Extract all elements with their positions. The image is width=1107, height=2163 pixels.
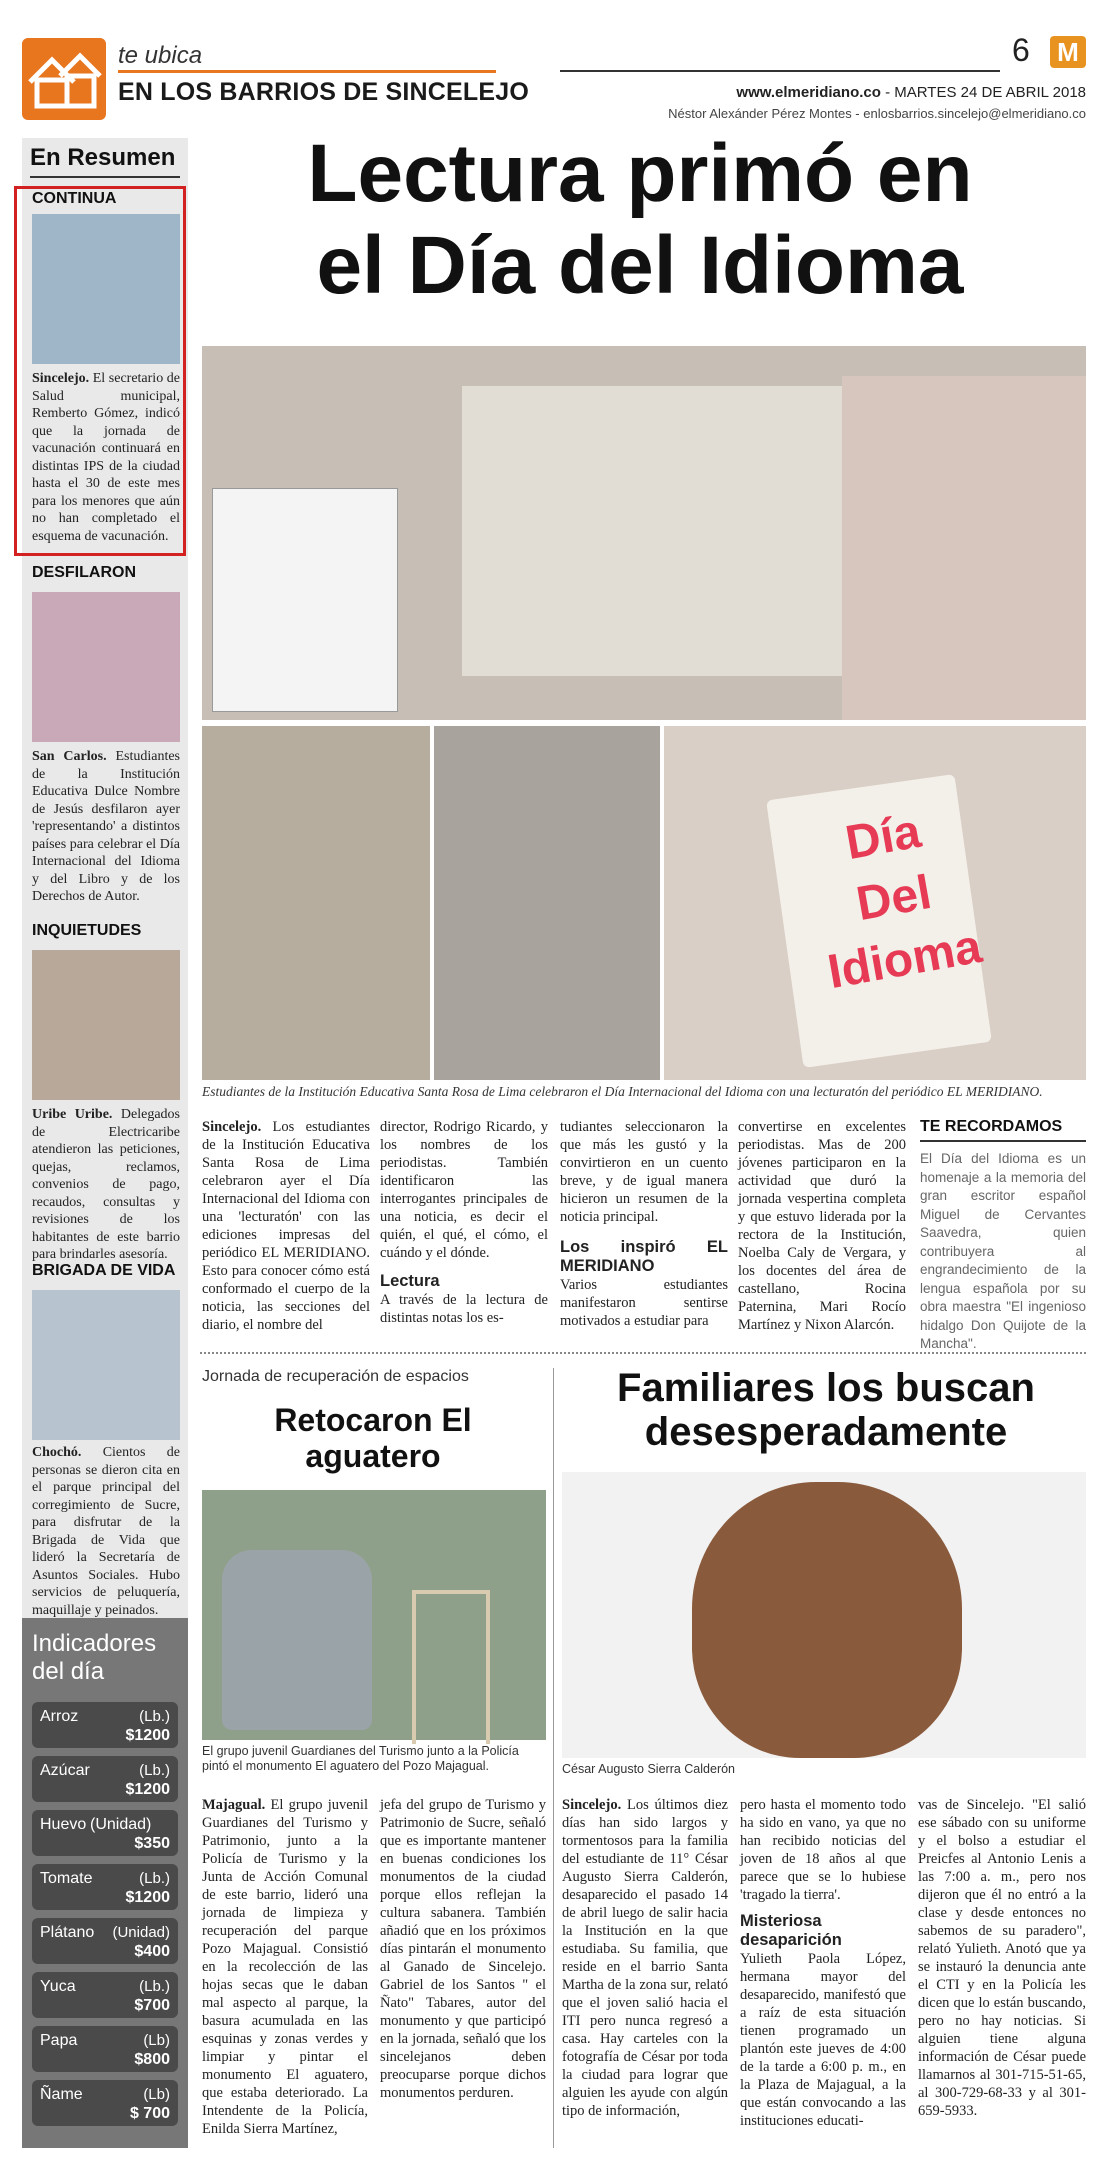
ladder	[412, 1590, 490, 1744]
students-reading-photo	[202, 346, 1086, 720]
indicator-huevo: Huevo (Unidad) $350	[32, 1810, 178, 1856]
donkey-statue	[222, 1550, 372, 1730]
indicator-azucar: Azúcar (Lb.) $1200	[32, 1756, 178, 1802]
boy-reading-photo-2	[434, 726, 660, 1080]
main-headline: Lectura primó en el Día del Idioma	[307, 128, 973, 311]
familiares-caption: César Augusto Sierra Calderón	[562, 1762, 736, 1776]
sidebar-item-inquietudes-text	[32, 1106, 180, 1264]
main-col-4: convertirse en excelentes periodistas. Mas de 200 jóvenes participaron en la actividad que duró la jornada vespertina completa y que estuvo liderada por la rectora de la Institución, Noelba Caly de Vergara, y los docentes del área de castellano, Rocina Paternina, Mari Rocío Martínez y Nixon Alarcón.	[738, 1119, 906, 1333]
familiares-col-1: Sincelejo. Los últimos diez días han sido largos y tormentosos para la familia del estudiante de 11° César Augusto Sierra Calderón, desaparecido el pasado 14 de abril luego de salir hacia la Institución en la que estudiaba. Su familia, que reside en el barrio Santa Martha de la zona sur, relató que el joven salió hacia el ITI pero nunca regresó a casa. Hay carteles con la fotografía de César por toda la ciudad para lograr que alguien les ayude con algún tipo de información,	[562, 1797, 728, 2119]
section-divider	[200, 1352, 1086, 1354]
indicator-papa: Papa (Lb) $800	[32, 2026, 178, 2072]
newspaper-image	[462, 386, 862, 676]
main-col-2: director, Rodrigo Ricardo, y los nombres de los periodistas. También identificaron las interrogantes principales de una noticia, es decir el quién, el qué, el cómo, el cuándo y el dónde. Lectura A través de la lectura de distintas notas los es-	[380, 1119, 548, 1326]
el-meridiano-logo: M	[1050, 36, 1086, 68]
dateline-place: San Carlos.	[32, 749, 107, 764]
te-ubica-label: te ubica	[118, 42, 203, 69]
main-col-3: tudiantes seleccionaron la que más les gustó y la convirtieron en un cuento breve, y de igual manera hicieron un resumen de la noticia principal. Los inspiró EL MERIDIANO Varios estudiantes manifestaron sentirse motivados a estudiar para	[560, 1119, 728, 1329]
worksheet-image	[212, 488, 398, 712]
sidebar-item-desfilaron-text	[32, 748, 180, 906]
sidebar-section-continua: CONTINUA	[32, 190, 117, 207]
missing-person-photo	[562, 1472, 1086, 1758]
te-recordamos-title: TE RECORDAMOS	[920, 1118, 1063, 1135]
issue-date: - MARTES 24 DE ABRIL 2018	[880, 84, 1086, 101]
aguatero-col-2: jefa del grupo de Turismo y Patrimonio de Sucre, señaló que es importante mantener en buenas condiciones los monumentos de la ciudad porque ellos reflejan la cultura sabanera. También añadió que en los próximos días pintarán el monumento al Ganado de Sincelejo. Gabriel de los Santos " el Ñato" Tabares, autor del monumento y que participó en la jornada, señaló que los sincelejanos deben preocuparse porque dichos monumentos perduren.	[380, 1797, 546, 2101]
sign-text: Día Del Idioma	[823, 804, 986, 1000]
main-col-1: Sincelejo. Los estudiantes de la Institución Educativa Santa Rosa de Lima celebraron ayer el Día Internacional del Idioma con una 'lecturatón' con las ediciones impresas del periódico EL MERIDIANO. Esto para conocer cómo está conformado el cuerpo de la noticia, las secciones del diario, el nombre del	[202, 1119, 370, 1333]
section-title: EN LOS BARRIOS DE SINCELEJO	[118, 78, 530, 106]
dateline-place: Uribe Uribe.	[32, 1107, 113, 1122]
header-orange-rule	[118, 70, 496, 73]
indicator-yuca: Yuca (Lb.) $700	[32, 1972, 178, 2018]
house-logo-icon	[22, 38, 106, 120]
dateline	[560, 84, 1086, 101]
dateline-place: Chochó.	[32, 1445, 82, 1460]
brigade-photo	[32, 1290, 180, 1440]
sidebar-body: Cientos de personas se dieron cita en el parque principal del corregimiento de Sucre, para disfrutar de la Brigada de Vida que lideró la Secretaría de Asuntos Sociales. Hubo servicios de peluquería, maquillaje y peinados.	[32, 1445, 180, 1618]
student-image	[842, 376, 1086, 720]
indicator-platano: Plátano (Unidad) $400	[32, 1918, 178, 1964]
sidebar-title-rule	[30, 176, 180, 178]
boy-reading-photo	[202, 726, 430, 1080]
page-number: 6	[1012, 32, 1030, 68]
main-photo-caption: Estudiantes de la Institución Educativa Santa Rosa de Lima celebraron el Día Internacional del Idioma con una lecturatón del periódico EL MERIDIANO.	[202, 1084, 1043, 1099]
header-rule	[560, 70, 1000, 72]
sidebar-item-brigada-text	[32, 1444, 180, 1619]
parade-photo	[32, 592, 180, 742]
website-link[interactable]: www.elmeridiano.co	[736, 84, 881, 101]
sidebar-section-brigada: BRIGADA DE VIDA	[32, 1262, 176, 1279]
column-divider	[553, 1368, 554, 2148]
subhead-misteriosa: Misteriosa desaparición	[740, 1912, 842, 1949]
portrait-face	[692, 1482, 962, 1758]
familiares-col-3: vas de Sincelejo. "El salió ese sábado con su uniforme y el bolso a estudiar el Preicfes al Antonio Lenis a las 7:00 a. m., pero nos dijeron que él no entró a la clase y desde entonces no sabemos de su paradero", relató Yulieth. Anotó que ya se instauró la denuncia ante el CTI y en la Policía les dicen que lo están buscando, pero no hay noticias. Si alguien tiene alguna información de César puede llamarnos al 301-715-51-65, al 300-729-68-33 y al 301-659-5933.	[918, 1797, 1086, 2119]
te-recordamos-rule	[920, 1140, 1086, 1142]
sidebar-item-continua-text	[32, 370, 180, 545]
familiares-col-2: pero hasta el momento todo ha sido en vano, ya que no han recibido noticias del joven de 18 años al que parece que se lo hubiese 'tragado la tierra'. Misteriosa desaparición Yulieth Paola López, hermana mayor del desaparecido, manifestó que a raíz de esta situación tienen programado un plantón este jueves de 4:00 de la tarde a 6:00 p. m., en la Plaza de Majagual, a la que están convocando a las instituciones educati-	[740, 1797, 906, 2129]
subhead-inspiro: Los inspiró EL MERIDIANO	[560, 1238, 728, 1275]
aguatero-monument-photo	[202, 1490, 546, 1740]
sidebar-body: Delegados de Electricaribe atendieron las peticiones, quejas, reclamos, convenios de pago, recaudos, consultas y revisiones de los habitantes de este barrio para brindarles asesoría.	[32, 1107, 180, 1262]
aguatero-col-1: Majagual. El grupo juvenil Guardianes del Turismo y Patrimonio, junto a la Policía de Turismo y la Junta de Acción Comunal de este barrio, lideró una jornada de limpieza y recuperación del parque Pozo Majagual. Consistió en la recolección de las hojas secas que le daban mal aspecto al parque, la basura acumulada en las esquinas y zonas verdes y limpiar y pintar el monumento El aguatero, que estaba deteriorado. La Intendente de la Policía, Enilda Sierra Martínez,	[202, 1797, 368, 2137]
aguatero-caption: El grupo juvenil Guardianes del Turismo junto a la Policía pintó el monumento El aguatero del Pozo Majagual.	[202, 1744, 519, 1773]
indicators-title: Indicadores del día	[32, 1630, 157, 1685]
indicator-arroz: Arroz (Lb.) $1200	[32, 1702, 178, 1748]
indicator-tomate: Tomate (Lb.) $1200	[32, 1864, 178, 1910]
aguatero-kicker: Jornada de recuperación de espacios	[202, 1368, 469, 1385]
te-recordamos-text: El Día del Idioma es un homenaje a la memoria del gran escritor español Miguel de Cervantes Saavedra, quien contribuyera al engrandecimiento de la lengua española por su obra maestra "El ingenioso hidalgo Don Quijote de la Mancha".	[920, 1151, 1086, 1351]
subhead-lectura: Lectura	[380, 1272, 440, 1290]
dia-del-idioma-photo	[664, 726, 1086, 1080]
sidebar-body: Estudiantes de la Institución Educativa Dulce Nombre de Jesús desfilaron ayer 'representando' a distintos países para celebrar el Día Internacional del Idioma y del Libro y de los Derechos de Autor.	[32, 749, 180, 904]
sidebar-body: El secretario de Salud municipal, Remberto Gómez, indicó que la jornada de vacunación continuará en distintas IPS de la ciudad hasta el 30 de este mes para los menores que aún no han completado el esquema de vacunación.	[32, 371, 180, 544]
familiares-headline: Familiares los buscan desesperadamente	[617, 1366, 1035, 1454]
vaccination-photo	[32, 214, 180, 364]
electricaribe-photo	[32, 950, 180, 1100]
aguatero-headline: Retocaron El aguatero	[274, 1402, 472, 1474]
sidebar-section-desfilaron: DESFILARON	[32, 564, 136, 581]
indicator-name: Ñame (Lb) $ 700	[32, 2080, 178, 2126]
sidebar-title: En Resumen	[30, 144, 176, 171]
sidebar-section-inquietudes: INQUIETUDES	[32, 922, 142, 939]
byline: Néstor Alexánder Pérez Montes - enlosbarrios.sincelejo@elmeridiano.co	[668, 106, 1086, 121]
dateline-place: Sincelejo.	[32, 371, 90, 386]
